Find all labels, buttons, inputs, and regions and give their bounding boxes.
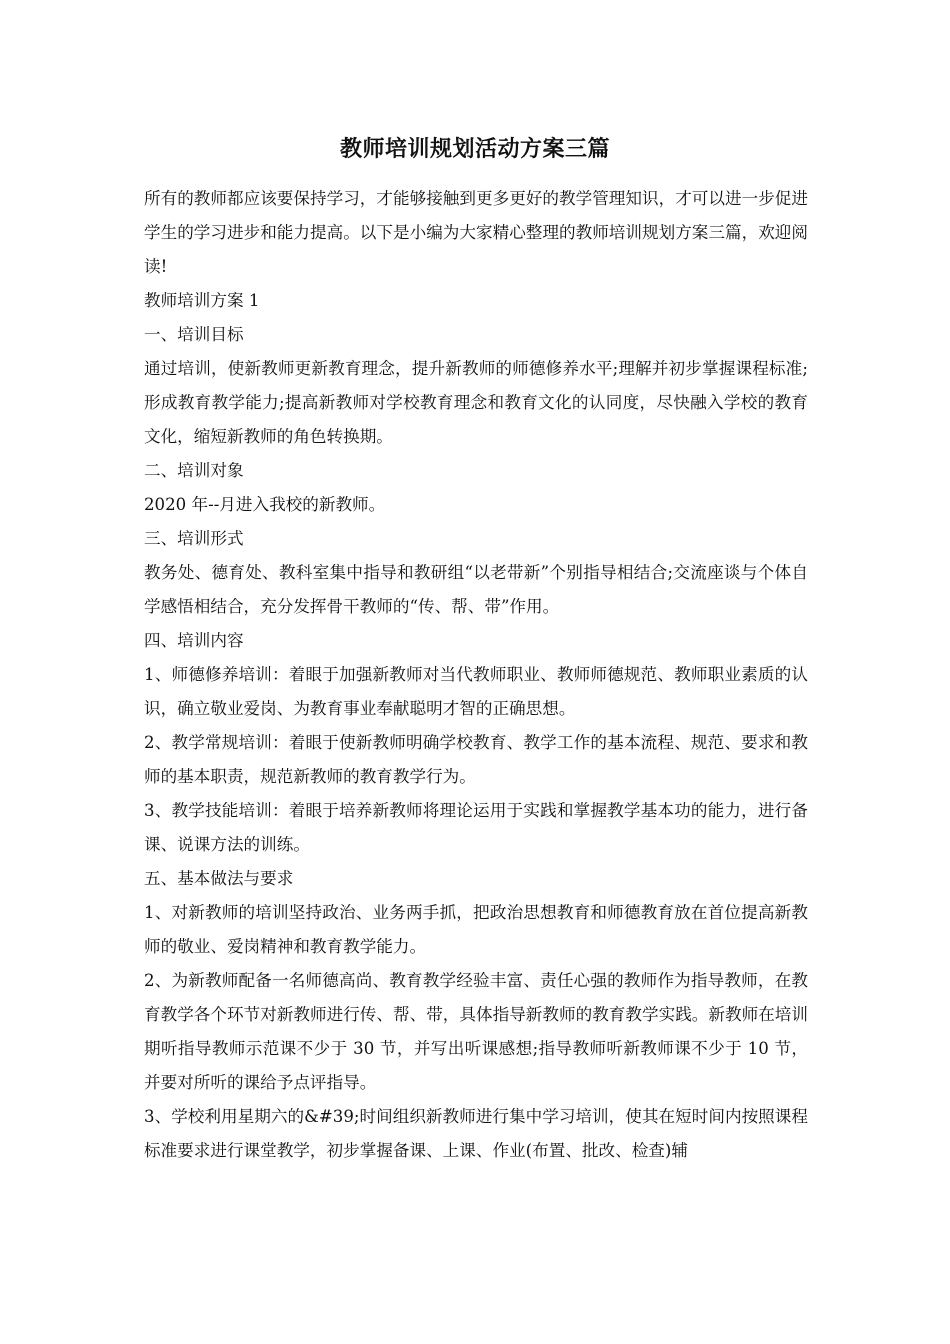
section-heading-goals: 一、培训目标	[144, 325, 244, 344]
section-heading-content: 四、培训内容	[144, 631, 244, 650]
methods-item-2: 2、为新教师配备一名师德高尚、教育教学经验丰富、责任心强的教师作为指导教师，在教育教学各个环节对新教师进行传、帮、带，具体指导新教师的教育教学实践。新教师在培训期听指导教师示范课不少于 30 节，并写出听课感想;指导教师听新教师课不少于 10 节，并要对所听的课给予点评指导。	[144, 971, 808, 1092]
plan-heading: 教师培训方案 1	[144, 291, 260, 310]
section-heading-format: 三、培训形式	[144, 529, 244, 548]
section-heading-targets: 二、培训对象	[144, 461, 244, 480]
methods-item-3: 3、学校利用星期六的&#39;时间组织新教师进行集中学习培训，使其在短时间内按照课程标准要求进行课堂教学，初步掌握备课、上课、作业(布置、批改、检查)辅	[144, 1107, 808, 1160]
document-body	[144, 182, 808, 1168]
content-item-1: 1、师德修养培训：着眼于加强新教师对当代教师职业、教师师德规范、教师职业素质的认识，确立敬业爱岗、为教育事业奉献聪明才智的正确思想。	[144, 665, 808, 718]
content-item-2: 2、教学常规培训：着眼于使新教师明确学校教育、教学工作的基本流程、规范、要求和教师的基本职责，规范新教师的教育教学行为。	[144, 733, 808, 786]
document-title: 教师培训规划活动方案三篇	[339, 136, 610, 162]
targets-paragraph: 2020 年--月进入我校的新教师。	[144, 495, 386, 514]
section-heading-methods: 五、基本做法与要求	[144, 869, 294, 888]
content-item-3: 3、教学技能培训：着眼于培养新教师将理论运用于实践和掌握教学基本功的能力，进行备课、说课方法的训练。	[144, 801, 808, 854]
intro-paragraph: 所有的教师都应该要保持学习，才能够接触到更多更好的教学管理知识，才可以进一步促进学生的学习进步和能力提高。以下是小编为大家精心整理的教师培训规划方案三篇，欢迎阅读!	[144, 189, 808, 276]
methods-item-1: 1、对新教师的培训坚持政治、业务两手抓，把政治思想教育和师德教育放在首位提高新教师的敬业、爱岗精神和教育教学能力。	[144, 903, 808, 956]
format-paragraph: 教务处、德育处、教科室集中指导和教研组“以老带新”个别指导相结合;交流座谈与个体自学感悟相结合，充分发挥骨干教师的“传、帮、带”作用。	[144, 563, 808, 616]
goals-paragraph: 通过培训，使新教师更新教育理念，提升新教师的师德修养水平;理解并初步掌握课程标准;形成教育教学能力;提高新教师对学校教育理念和教育文化的认同度，尽快融入学校的教育文化，缩短新教师的角色转换期。	[144, 359, 808, 446]
